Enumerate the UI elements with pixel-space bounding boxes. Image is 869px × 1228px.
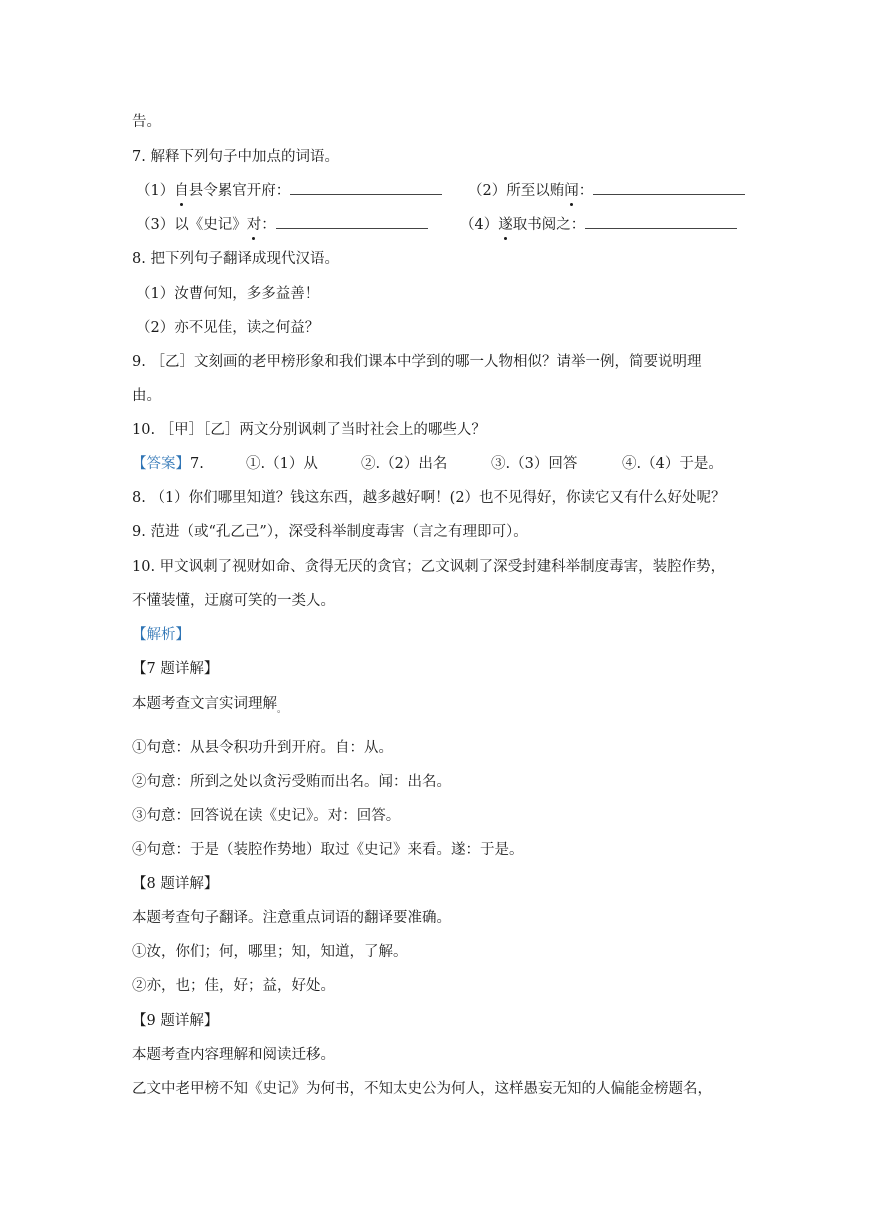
detail-8-intro: 本题考查句子翻译。注意重点词语的翻译要准确。	[132, 910, 451, 926]
q7-item4-text: 取书阅之：	[512, 217, 586, 233]
q8-item2: （2）亦不见佳，读之何益？	[136, 320, 320, 336]
q8-item1: （1）汝曹何知，多多益善！	[136, 286, 320, 302]
q7-item2-dotted-word: 闻	[564, 183, 579, 199]
q7-item2	[468, 180, 745, 201]
q7-item4-dotted-word: 遂	[498, 217, 513, 233]
detail-8-item1: ①汝，你们；何，哪里；知，知道，了解。	[132, 944, 408, 960]
detail-7-intro-mark: 。	[277, 704, 287, 715]
answer-7-4: ④.（4）于是。	[622, 456, 723, 472]
answer-7-number: 7.	[190, 456, 204, 472]
answer-9: 9. 范进（或“孔乙己”），深受科举制度毒害（言之有理即可）。	[132, 524, 528, 540]
q7-item4-blank[interactable]	[585, 214, 737, 229]
detail-7-item3: ③句意：回答说在读《史记》。对：回答。	[132, 808, 401, 824]
detail-7-intro-text: 本题考查文言实词理解	[132, 696, 277, 712]
answer-10-line1: 10. 甲文讽刺了视财如命、贪得无厌的贪官；乙文讽刺了深受封建科举制度毒害，装腔作势，	[132, 559, 726, 575]
detail-7-title: 【7 题详解】	[132, 661, 219, 677]
detail-7-intro	[132, 694, 286, 720]
q7-item3-prefix: （3）以《史记》	[136, 217, 247, 233]
detail-9-intro: 本题考查内容理解和阅读迁移。	[132, 1047, 335, 1063]
q7-item3-blank[interactable]	[276, 214, 428, 229]
q9-line2: 由。	[132, 388, 161, 404]
q7-item3-dotted-word: 对	[246, 217, 262, 233]
q7-item1	[136, 180, 442, 201]
detail-8-title: 【8 题详解】	[132, 876, 219, 892]
q7-item1-blank[interactable]	[290, 180, 442, 195]
q7-item1-prefix: （1）	[136, 183, 175, 199]
q7-item2-blank[interactable]	[593, 180, 745, 195]
q7-item3	[136, 214, 428, 235]
q7-item4-prefix: （4）	[460, 217, 499, 233]
answer-row7	[132, 454, 204, 474]
detail-9-item1: 乙文中老甲榜不知《史记》为何书，不知太史公为何人，这样愚妄无知的人偏能金榜题名，	[132, 1081, 712, 1097]
q7-item4	[460, 214, 737, 235]
top-fragment: 告。	[132, 114, 161, 130]
q7-title: 7. 解释下列句子中加点的词语。	[132, 149, 339, 165]
q7-item2-text: ：	[578, 183, 594, 199]
q7-item1-text: 县令累官开府：	[188, 183, 291, 199]
answer-10-line2: 不懂装懂，迂腐可笑的一类人。	[132, 593, 335, 609]
answer-7-1: ①.（1）从	[246, 456, 318, 472]
q9-line1: 9. ［乙］文刻画的老甲榜形象和我们课本中学到的哪一人物相似？请举一例，简要说明理	[132, 354, 702, 370]
answer-7-2: ②.（2）出名	[361, 456, 448, 472]
detail-7-item1: ①句意：从县令积功升到开府。自：从。	[132, 740, 393, 756]
q8-title: 8. 把下列句子翻译成现代汉语。	[132, 251, 339, 267]
detail-8-item2: ②亦，也；佳，好；益，好处。	[132, 978, 335, 994]
q7-item1-dotted-word: 自	[174, 183, 189, 199]
answer-8: 8. （1）你们哪里知道？钱这东西，越多越好啊！(2）也不见得好，你读它又有什么好处呢？	[132, 490, 726, 506]
answer-7-3: ③.（3）回答	[491, 456, 578, 472]
detail-7-item2: ②句意：所到之处以贪污受贿而出名。闻：出名。	[132, 774, 451, 790]
detail-9-title: 【9 题详解】	[132, 1013, 219, 1029]
q10-line1: 10. ［甲］［乙］两文分别讽刺了当时社会上的哪些人？	[132, 422, 486, 438]
detail-7-item4: ④句意：于是（装腔作势地）取过《史记》来看。遂：于是。	[132, 842, 524, 858]
q7-item3-text: ：	[261, 217, 276, 233]
answer-label: 【答案】	[132, 456, 190, 472]
q7-item2-prefix: （2）所至以贿	[468, 183, 565, 199]
analysis-label: 【解析】	[132, 627, 190, 643]
